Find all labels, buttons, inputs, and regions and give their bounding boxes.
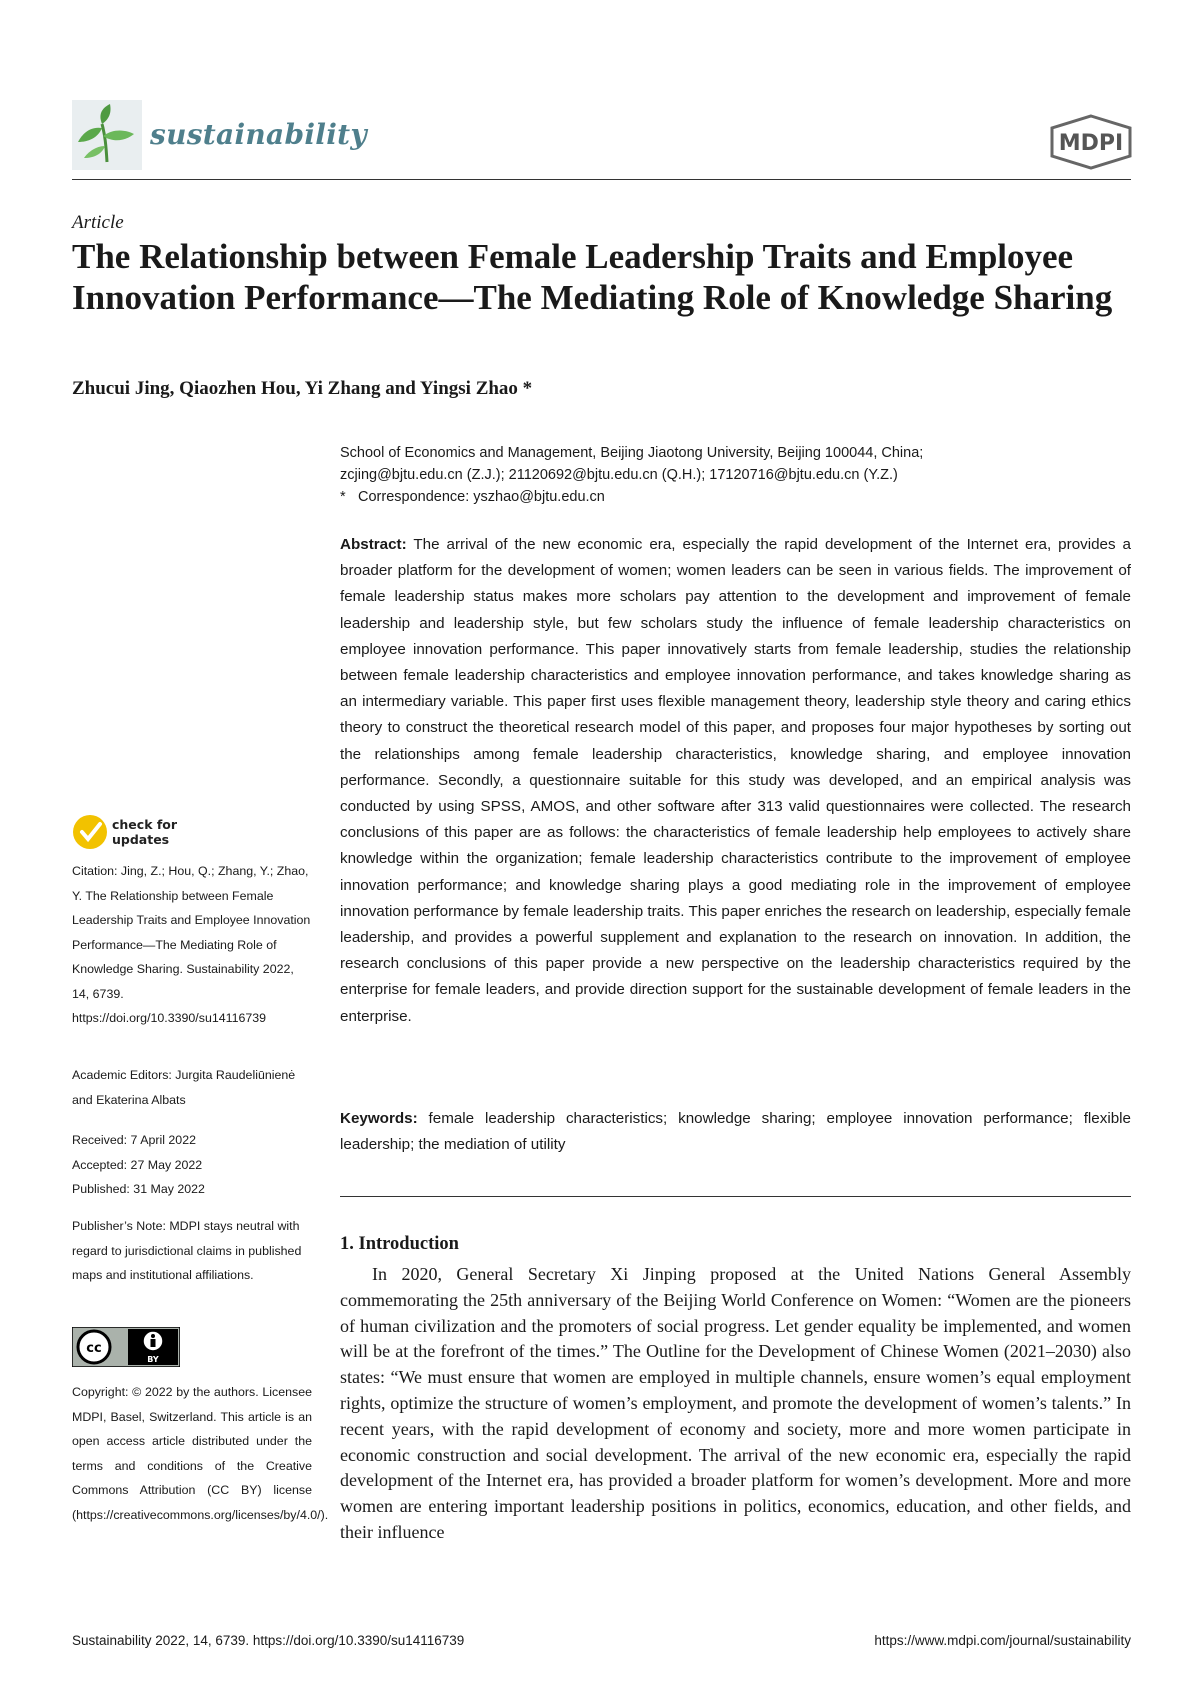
published-date: Published: 31 May 2022 — [72, 1182, 205, 1196]
publication-dates — [72, 1128, 312, 1202]
paper-title: The Relationship between Female Leadership Traits and Employee Innovation Performance—The Mediating Role of Knowledge Sharing — [72, 237, 1113, 317]
abstract-text: The arrival of the new economic era, especially the rapid development of the Internet era, provides a broader platform for the development of women; women leaders can be seen in various fields. The improvement of female leadership status makes more scholars pay attention to the development and improvement of female leadership and leadership style, but few scholars study the influence of female leadership characteristics on employee innovation performance. This paper innovatively starts from female leadership, studies the relationship between female leadership characteristics and employee innovation performance, and takes knowledge sharing as an intermediary variable. This paper first uses flexible management theory, leadership style theory and caring ethics theory to construct the theoretical research model of this paper, and proposes four major hypotheses by sorting out the relationships among female leadership characteristics, knowledge sharing, and employee innovation performance. Secondly, a questionnaire suitable for this study was developed, and an empirical analysis was conducted by using SPSS, AMOS, and other software after 313 valid questionnaires were collected. The research conclusions of this paper are as follows: the characteristics of female leadership help employees to actively share knowledge within the organization; female leadership characteristics contribute to the improvement of employee innovation performance; and knowledge sharing plays a good mediating role in the improvement of employee innovation performance by female leadership traits. This paper enriches the research on leadership, especially female leadership, and provides a powerful supplement and explanation to the research on innovation. In addition, the research conclusions of this paper provide a new perspective on the leadership characteristics required by the enterprise for female leaders, and provide direction support for the sustainable development of female leaders in the enterprise. — [340, 536, 1132, 1025]
check-updates-line2: updates — [112, 832, 170, 847]
affiliation-line: School of Economics and Management, Beijing Jiaotong University, Beijing 100044, China; — [340, 445, 924, 461]
article-type: Article — [72, 212, 124, 233]
cc-icon — [78, 1331, 110, 1363]
check-updates-line1: check for — [112, 817, 178, 832]
mdpi-logo — [1048, 114, 1134, 175]
section-divider — [340, 1196, 1131, 1197]
journal-logo — [72, 100, 142, 170]
keywords-text: female leadership characteristics; knowledge sharing; employee innovation performance; flexible leadership; the mediation of utility — [340, 1110, 1131, 1154]
citation-note: Citation: Jing, Z.; Hou, Q.; Zhang, Y.; Zhao, Y. The Relationship between Female Leadership Traits and Employee Innovation Performance—The Mediating Role of Knowledge Sharing. Sustainability 2022, 14, 6739. https://doi.org/10.3390/su14116739 — [72, 864, 311, 1025]
publisher-name: MDPI — [1058, 131, 1124, 156]
abstract-label: Abstract: — [340, 536, 407, 553]
author-list: Zhucui Jing, Qiaozhen Hou, Yi Zhang and Yingsi Zhao * — [72, 378, 533, 399]
accepted-date: Accepted: 27 May 2022 — [72, 1157, 203, 1172]
keywords — [340, 1106, 1131, 1158]
footer-citation: Sustainability 2022, 14, 6739. https://doi.org/10.3390/su14116739 — [72, 1633, 465, 1648]
footer-journal-url[interactable]: https://www.mdpi.com/journal/sustainability — [874, 1633, 1131, 1648]
journal-name: sustainability — [150, 118, 367, 151]
author-emails: zcjing@bjtu.edu.cn (Z.J.); 21120692@bjtu.edu.cn (Q.H.); 17120716@bjtu.edu.cn (Y.Z.) — [340, 467, 898, 483]
cc-by-license-badge[interactable] — [72, 1327, 180, 1372]
cc-label: cc — [86, 1341, 102, 1356]
copyright-notice: Copyright: © 2022 by the authors. Licensee MDPI, Basel, Switzerland. This article is an open access article distributed under the terms and conditions of the Creative Commons Attribution (CC BY) license (https://creativecommons.org/licenses/by/4.0/). — [72, 1385, 329, 1522]
abstract — [340, 532, 1131, 1030]
academic-editors: Academic Editors: Jurgita Raudeliūnienė and Ekaterina Albats — [72, 1068, 296, 1107]
header-rule — [72, 179, 1131, 180]
received-date: Received: 7 April 2022 — [72, 1133, 196, 1147]
by-label: BY — [147, 1355, 159, 1364]
corresponding-marker: * — [340, 489, 346, 505]
introduction-paragraph: In 2020, General Secretary Xi Jinping proposed at the United Nations General Assembly commemorating the 25th anniversary of the Beijing World Conference on Women: “Women are the pioneers of human civilization and the promoters of social progress. Let gender equality be implemented, and women will be at the forefront of the times.” The Outline for the Development of Chinese Women (2021–2030) also states: “We must ensure that women are employed in multiple channels, ensure women’s equal employment rights, optimize the structure of women’s employment, and promote the development of women’s talents.” In recent years, with the rapid development of economy and society, more and more women participate in economic construction and social development. The arrival of the new economic era, especially the rapid development of the Internet era, has provided a broader platform for women’s development. More and more women are entering important leadership positions in politics, economics, education, and other fields, and their influence — [340, 1264, 1131, 1542]
correspondence-email: Correspondence: yszhao@bjtu.edu.cn — [358, 489, 605, 505]
correspondence-line — [340, 486, 1130, 508]
affiliation-block — [340, 442, 1130, 508]
section-heading-introduction: 1. Introduction — [340, 1234, 459, 1254]
keywords-label: Keywords: — [340, 1110, 418, 1127]
publishers-note: Publisher’s Note: MDPI stays neutral with regard to jurisdictional claims in published maps and institutional affiliations. — [72, 1219, 302, 1282]
leaf-icon — [72, 100, 142, 170]
check-for-updates-badge[interactable] — [72, 812, 192, 857]
check-circle-icon — [73, 815, 107, 849]
